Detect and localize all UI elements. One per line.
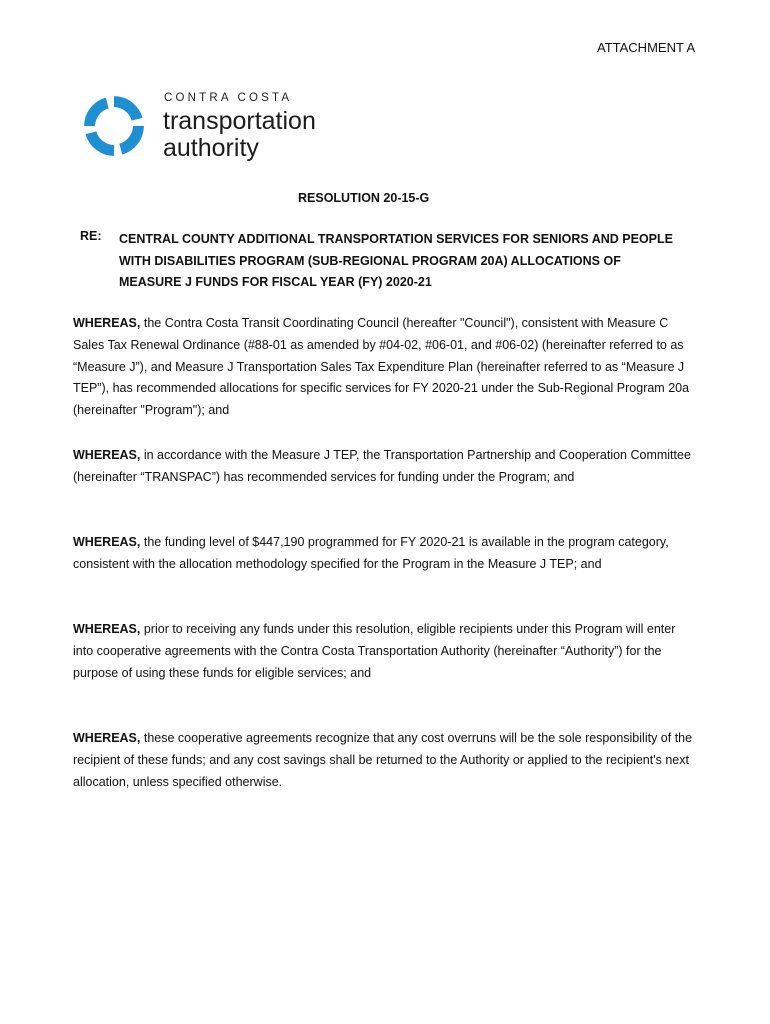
whereas-text: the funding level of $447,190 programmed for FY 2020-21 is available in the program category, consistent with the allocation methodology specified for the Program in the Measure J TEP; and	[73, 535, 669, 571]
cctа-logo	[80, 86, 350, 168]
re-subject: CENTRAL COUNTY ADDITIONAL TRANSPORTATION SERVICES FOR SENIORS AND PEOPLE WITH DISABILITIES PROGRAM (SUB-REGIONAL PROGRAM 20A) ALLOCATIONS OF MEASURE J FUNDS FOR FISCAL YEAR (FY) 2020-21	[119, 232, 673, 289]
resolution-title: RESOLUTION 20-15-G	[298, 191, 430, 205]
logo-line1: CONTRA COSTA	[164, 92, 293, 104]
whereas-text: the Contra Costa Transit Coordinating Council (hereafter "Council"), consistent with Measure C Sales Tax Renewal Ordinance (#88-01 as amended by #04-02, #06-01, and #06-02) (hereinafter referred to as “Measure J”), and Measure J Transportation Sales Tax Expenditure Plan (hereinafter referred to as “Measure J TEP”), has recommended allocations for specific services for FY 2020-21 under the Sub-Regional Program 20a (hereinafter "Program"); and	[73, 316, 690, 418]
logo-line2: transportation	[163, 107, 316, 135]
re-label: RE:	[80, 229, 102, 243]
whereas-paragraph-1	[73, 313, 693, 422]
attachment-label: ATTACHMENT A	[597, 40, 696, 55]
whereas-paragraph-4	[73, 619, 693, 684]
logo-line3: authority	[163, 134, 259, 162]
whereas-text: these cooperative agreements recognize that any cost overruns will be the sole responsibility of the recipient of these funds; and any cost savings shall be returned to the Authority or applied to the recipient's next allocation, unless specified otherwise.	[73, 731, 693, 789]
whereas-paragraph-5	[73, 728, 693, 793]
whereas-lead: WHEREAS,	[73, 622, 141, 636]
whereas-lead: WHEREAS,	[73, 535, 141, 549]
logo-wordmark	[163, 108, 316, 162]
whereas-lead: WHEREAS,	[73, 731, 141, 745]
whereas-paragraph-2	[73, 445, 693, 489]
swirl-logo-icon	[80, 92, 148, 160]
whereas-lead: WHEREAS,	[73, 448, 141, 462]
whereas-text: in accordance with the Measure J TEP, the Transportation Partnership and Cooperation Committee (hereinafter “TRANSPAC”) has recommended services for funding under the Program; and	[73, 448, 691, 484]
whereas-paragraph-3	[73, 532, 693, 576]
whereas-text: prior to receiving any funds under this resolution, eligible recipients under this Program will enter into cooperative agreements with the Contra Costa Transportation Authority (hereinafter “Authority”) for the purpose of using these funds for eligible services; and	[73, 622, 676, 680]
whereas-lead: WHEREAS,	[73, 316, 141, 330]
